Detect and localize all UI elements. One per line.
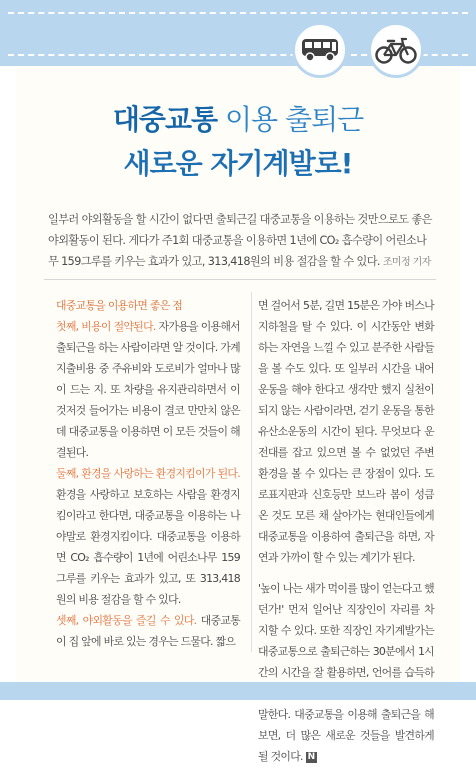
lead-text: 일부러 야외활동을 할 시간이 없다면 출퇴근길 대중교통을 이용하는 것만으로도 좋은 야외활동이 된다. 게다가 주1회 대중교통을 이용하면 1년에 CO₂ 흡수량이 어린소나무 159그루를 키우는 효과가 있고, 313,418원의 비용 절감을 할 수 있다. bbox=[48, 213, 432, 268]
bus-icon bbox=[292, 22, 348, 78]
paragraph-environment-text: 환경을 사랑하고 보호하는 사람을 환경지킴이라고 한다면, 대중교통을 이용하는 나야말로 환경지킴이다. 대중교통을 이용하면 CO₂ 흡수량이 1년에 어린소나무 159그루를 키우는 효과가 있고, 또 313,418원의 비용 절감을 할 수 있다. bbox=[56, 488, 240, 606]
footer-band bbox=[0, 682, 476, 700]
headline-strong: 대중교통 bbox=[112, 103, 218, 136]
column-divider bbox=[251, 292, 252, 652]
paragraph-cost bbox=[56, 316, 240, 463]
headline-light: 이용 출퇴근 bbox=[217, 103, 364, 136]
end-mark-icon: N bbox=[306, 752, 317, 763]
lead-paragraph bbox=[48, 209, 434, 273]
paragraph-environment bbox=[56, 463, 240, 610]
paragraph-outdoor-label: 셋째, 야외활동을 즐길 수 있다. bbox=[56, 614, 197, 627]
paragraph-outdoor-text: 대중교통이 집 앞에 바로 있는 경우는 드물다. 짧으 bbox=[56, 614, 241, 648]
paragraph-outdoor bbox=[56, 610, 240, 652]
paragraph-outdoor-continued: 면 걸어서 5분, 길면 15분은 가야 버스나 지하철을 탈 수 있다. 이 시간동안 변화하는 자연을 느낄 수 있고 분주한 사람들을 볼 수도 있다. 또 일부러 시간을 내어 운동을 해야 한다고 생각만 했지 실천이 되지 않는 사람이라면, 걷기 운동을 통한 유산소운동의 시간이 된다. 무엇보다 운전대를 잡고 있으면 볼 수 없었던 주변 환경을 볼 수 있다는 큰 장점이 있다. 도로표지판과 신호등만 보느라 봄이 성큼 온 것도 모른 채 살아가는 현대인들에게 대중교통을 이용하여 출퇴근을 하면, 자연과 가까이 할 수 있는 계기가 된다. bbox=[258, 299, 434, 564]
bicycle-icon bbox=[368, 22, 424, 78]
paragraph-gap bbox=[258, 568, 434, 578]
article-subheading: 대중교통을 이용하면 좋은 점 bbox=[56, 299, 183, 312]
section-divider bbox=[44, 279, 436, 280]
headline-line-1 bbox=[0, 98, 476, 138]
paragraph-self-development bbox=[258, 578, 434, 767]
paragraph-self-development-text: '높이 나는 새가 먹이를 많이 얻는다고 했던가!' 먼저 일어난 직장인이 자리를 차지할 수 있다. 또한 직장인 자기계발가는 대중교통으로 출퇴근하는 30분에서 1시간의 시간을 잘 활용하면, 언어를 습득하 말한다. 대중교통을 이용해 출퇴근을 해보면, 더 많은 새로운 것들을 발견하게 될 것이다. bbox=[258, 582, 434, 763]
paragraph-cost-text: 자가용을 이용해서 출퇴근을 하는 사람이라면 알 것이다. 가계 지출비용 중 주유비와 도로비가 얼마나 많이 드는 지. 또 차량을 유지관리하면서 이것저것 들어가는 비용이 결코 만만치 않은데 대중교통을 이용하면 이 모든 것들이 해결된다. bbox=[56, 320, 240, 459]
article-column-left bbox=[56, 295, 240, 652]
headline-line-2: 새로운 자기계발로! bbox=[123, 147, 353, 180]
byline: 조미정 기자 bbox=[382, 257, 431, 268]
paragraph-cost-label: 첫째, 비용이 절약된다. bbox=[56, 320, 156, 333]
paragraph-environment-label: 둘째, 환경을 사랑하는 환경지킴이가 된다. bbox=[56, 467, 240, 480]
